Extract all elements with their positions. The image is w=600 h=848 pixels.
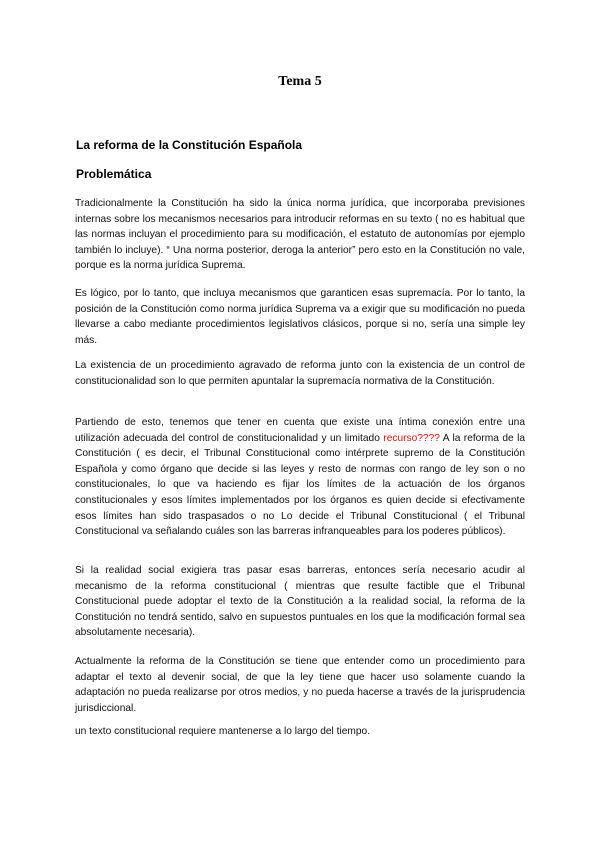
- paragraph-3: La existencia de un procedimiento agravado de reforma junto con la existencia de un control de constitucionalidad son lo que permiten apuntalar la supremacía normativa de la Constitución.: [75, 360, 525, 387]
- page-title: Tema 5: [278, 74, 322, 89]
- sub-heading: Problemática: [76, 167, 152, 181]
- paragraph-7: un texto constitucional requiere mantenerse a lo largo del tiempo.: [75, 726, 371, 737]
- highlighted-text: recurso????: [383, 432, 440, 444]
- paragraph-4-text-end: A la reforma de la Constitución ( es decir, el Tribunal Constitucional como intérprete supremo de la Constitución Española y como órgano que decide si las leyes y resto de normas con rango de ley son o no constitucionales, lo que va haciendo es fijar los límites de la actuación de los órganos constitucionales y esos límites implementados por los órganos es quien decide si efectivamente esos límites han sido traspasados o no Lo decide el Tribunal Constitucional ( el Tribunal Constitucional va señalando cuáles son las barreras infranqueables para los poderes públicos).: [75, 432, 525, 538]
- paragraph-1: Tradicionalmente la Constitución ha sido la única norma jurídica, que incorporaba previsiones internas sobre los mecanismos necesarios para introducir reformas en su texto ( no es habitual que las normas incluyan el procedimiento para su modificación, el estatuto de autonomías por ejemplo también lo incluye). “ Una norma posterior, deroga la anterior” pero esto en la Constitución no vale, porque es la norma jurídica Suprema.: [75, 198, 525, 272]
- paragraph-6: Actualmente la reforma de la Constitución se tiene que entender como un procedimiento para adaptar el texto al devenir social, de que la ley tiene que hacer uso solamente cuando la adaptación no pueda realizarse por otros medios, y no pueda hacerse a través de la jurisprudencia jurisdiccional.: [75, 656, 525, 714]
- paragraph-5: Si la realidad social exigiera tras pasar esas barreras, entonces sería necesario acudir al mecanismo de la reforma constitucional ( mientras que resulte factible que el Tribunal Constitucional puede adoptar el texto de la Constitución a la realidad social, la reforma de la Constitución no tendrá sentido, salvo en supuestos puntuales en los que la modificación formal sea absolutamente necesaria).: [75, 565, 525, 639]
- paragraph-2: Es lógico, por lo tanto, que incluya mecanismos que garanticen esas supremacía. Por lo tanto, la posición de la Constitución como norma jurídica Suprema va a exigir que su modificación no pueda llevarse a cabo mediante procedimientos legislativos clásicos, porque si no, sería una simple ley más.: [75, 288, 525, 346]
- paragraph-4-text-start: Partiendo de esto, tenemos que tener en cuenta que existe una íntima conexión entre una utilización adecuada del control de constitucionalidad y un limitado: [75, 417, 525, 444]
- paragraph-4: [75, 415, 525, 540]
- main-heading: La reforma de la Constitución Española: [76, 138, 303, 152]
